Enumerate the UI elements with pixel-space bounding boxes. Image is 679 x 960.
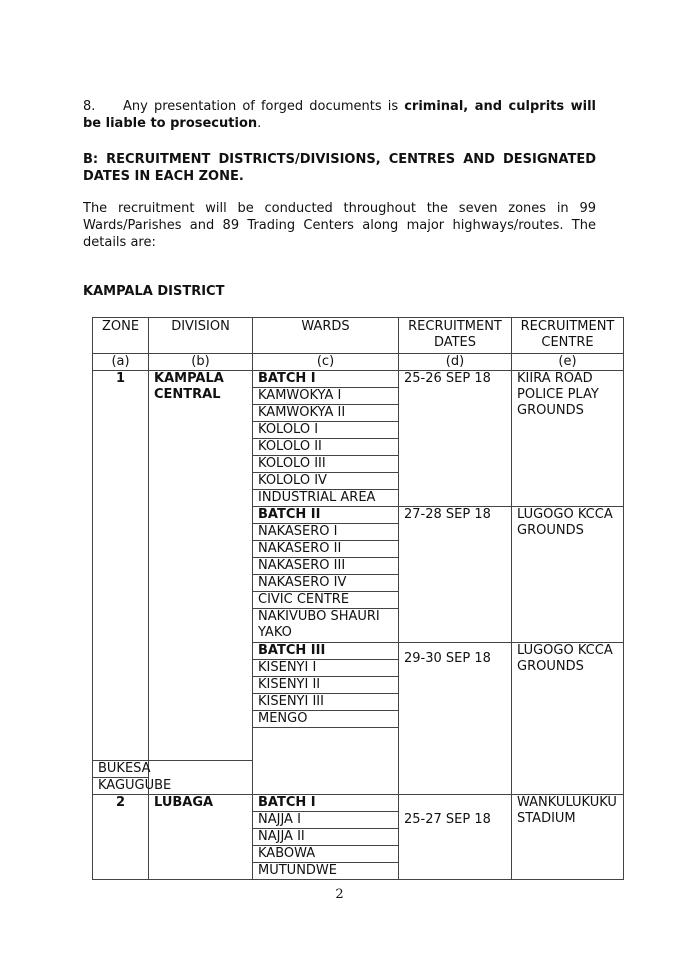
paragraph-8-bold-text: criminal, and culprits will be liable to prosecution	[83, 99, 596, 131]
paragraph-8	[83, 98, 596, 132]
recruitment-table	[92, 317, 624, 880]
table-header-row	[93, 318, 624, 354]
centre-cell: LUGOGO KCCA GROUNDS	[512, 507, 624, 643]
letter-e: (e)	[512, 354, 624, 371]
ward-cell: NAKASERO III	[253, 558, 399, 575]
table-letter-row	[93, 354, 624, 371]
header-zone: ZONE	[93, 318, 149, 354]
page-number: 2	[335, 887, 344, 902]
paragraph-8-text: Any presentation of forged documents is	[123, 99, 405, 114]
ward-cell: MENGO	[253, 711, 399, 728]
section-b-heading: B: RECRUITMENT DISTRICTS/DIVISIONS, CENTRES AND DESIGNATED DATES IN EACH ZONE.	[83, 152, 596, 184]
letter-d: (d)	[399, 354, 512, 371]
division-cell: KAMPALA CENTRAL	[149, 371, 253, 761]
table-row	[93, 795, 624, 812]
letter-a: (a)	[93, 354, 149, 371]
dates-cell: 27-28 SEP 18	[399, 507, 512, 643]
ward-cell: NAKASERO II	[253, 541, 399, 558]
ward-cell: KAGUGUBE	[93, 778, 149, 795]
zone-cell: 2	[93, 795, 149, 880]
letter-b: (b)	[149, 354, 253, 371]
ward-cell: KISENYI II	[253, 677, 399, 694]
dates-text: 29-30 SEP 18	[404, 650, 491, 666]
letter-c: (c)	[253, 354, 399, 371]
header-wards: WARDS	[253, 318, 399, 354]
ward-cell: KOLOLO III	[253, 456, 399, 473]
ward-cell: KISENYI III	[253, 694, 399, 711]
ward-cell: MUTUNDWE	[253, 863, 399, 880]
table-row	[93, 371, 624, 388]
batch-label: BATCH II	[253, 507, 399, 524]
division-cell: LUBAGA	[149, 795, 253, 880]
ward-cell: CIVIC CENTRE	[253, 592, 399, 609]
ward-cell: KISENYI I	[253, 660, 399, 677]
centre-cell: WANKULUKUKU STADIUM	[512, 795, 624, 880]
header-division: DIVISION	[149, 318, 253, 354]
ward-cell: KAMWOKYA I	[253, 388, 399, 405]
intro-paragraph: The recruitment will be conducted throughout the seven zones in 99 Wards/Parishes and 89 Trading Centers along major highways/routes. The details are:	[83, 201, 596, 250]
ward-cell: INDUSTRIAL AREA	[253, 490, 399, 507]
dates-cell: 25-27 SEP 18	[399, 795, 512, 880]
ward-cell: KOLOLO IV	[253, 473, 399, 490]
ward-cell: KOLOLO II	[253, 439, 399, 456]
ward-cell: NAKASERO IV	[253, 575, 399, 592]
zone-cell: 1	[93, 371, 149, 761]
dates-cell	[399, 643, 512, 795]
ward-cell: KABOWA	[253, 846, 399, 863]
paragraph-8-end: .	[257, 116, 262, 131]
ward-cell: KAMWOKYA II	[253, 405, 399, 422]
ward-cell: NAJJA II	[253, 829, 399, 846]
dates-cell: 25-26 SEP 18	[399, 371, 512, 507]
ward-cell: KOLOLO I	[253, 422, 399, 439]
batch-label: BATCH I	[253, 371, 399, 388]
centre-cell: KIIRA ROAD POLICE PLAY GROUNDS	[512, 371, 624, 507]
ward-cell: NAJJA I	[253, 812, 399, 829]
ward-cell: NAKASERO I	[253, 524, 399, 541]
district-heading: KAMPALA DISTRICT	[83, 284, 225, 299]
zone-cell-empty	[253, 728, 399, 795]
centre-cell: LUGOGO KCCA GROUNDS	[512, 643, 624, 795]
header-dates: RECRUITMENT DATES	[399, 318, 512, 354]
paragraph-number: 8.	[83, 99, 96, 114]
batch-label: BATCH I	[253, 795, 399, 812]
header-centre: RECRUITMENT CENTRE	[512, 318, 624, 354]
ward-cell: NAKIVUBO SHAURI YAKO	[253, 609, 399, 643]
batch-label: BATCH III	[253, 643, 399, 660]
ward-cell: BUKESA	[93, 761, 149, 778]
